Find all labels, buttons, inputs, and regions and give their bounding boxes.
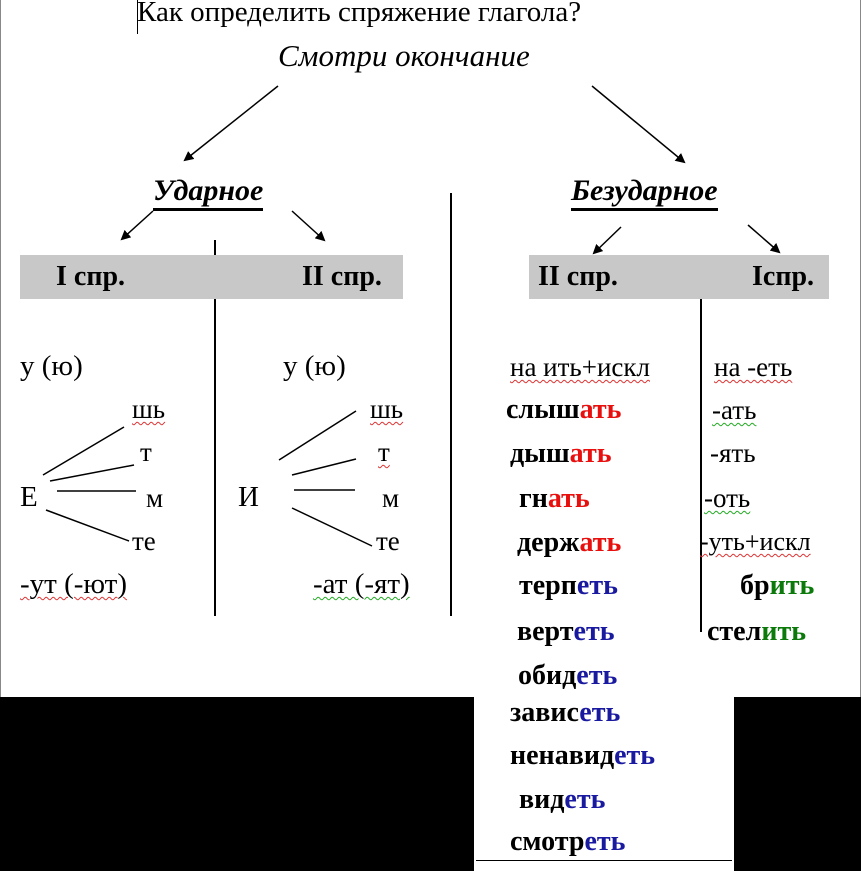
word-ending: еть	[584, 826, 626, 857]
fan-line	[292, 459, 356, 475]
exception-word	[707, 616, 806, 648]
word-stem: ненавид	[510, 740, 615, 771]
word-stem: стел	[707, 616, 762, 647]
arrow-to-unstressed-conj2	[594, 227, 621, 253]
unstressed-conj2-rule: на ить+искл	[510, 352, 650, 382]
page-title[interactable]: Как определить спряжение глагола?	[137, 0, 582, 28]
arrow-to-unstressed-conj1	[748, 225, 779, 252]
unstressed-rule-ut: -уть+искл	[700, 527, 811, 556]
fan-line	[292, 508, 372, 546]
rule-text: на -еть	[714, 352, 793, 382]
arrow-to-stressed-conj2	[292, 211, 324, 240]
word-ending: еть	[614, 740, 656, 771]
vowel-e: Е	[20, 481, 38, 513]
ending-u-yu-1: у (ю)	[20, 350, 83, 382]
word-stem: смотр	[510, 826, 585, 857]
arrow-to-stressed	[185, 86, 278, 160]
word-ending: ить	[761, 616, 807, 647]
ending-at-yat: -ат (-ят)	[313, 568, 410, 600]
word-stem: верт	[517, 616, 574, 647]
word-stem: завис	[510, 697, 580, 728]
vowel-i: И	[238, 481, 259, 513]
fan-line	[279, 411, 356, 460]
word-stem: вид	[519, 784, 565, 815]
word-ending: ать	[579, 394, 622, 425]
word-ending: ать	[579, 527, 622, 558]
ending-ut-yut: -ут (-ют)	[20, 568, 128, 600]
exception-word	[518, 660, 617, 692]
stressed-conj2-label: II спр.	[302, 261, 382, 292]
exception-word	[519, 483, 590, 515]
word-ending: еть	[576, 570, 618, 601]
exception-word	[510, 740, 655, 772]
unstressed-rule-yat: -ять	[710, 438, 756, 468]
word-ending: ать	[569, 438, 612, 469]
ending-u-yu-2: у (ю)	[283, 350, 346, 382]
word-stem: дыш	[510, 438, 570, 469]
word-stem: гн	[519, 483, 548, 514]
word-stem: обид	[518, 660, 577, 691]
exception-word	[510, 697, 620, 729]
arrow-to-unstressed	[592, 86, 684, 162]
unstressed-conj2-label: II спр.	[538, 261, 618, 292]
exception-word	[740, 570, 814, 602]
word-ending: еть	[564, 784, 606, 815]
fan-line	[46, 510, 129, 541]
exception-word	[519, 784, 605, 816]
ending-te-2: те	[376, 526, 400, 556]
word-stem: терп	[519, 570, 577, 601]
stressed-header: Ударное	[153, 174, 263, 211]
word-ending: ать	[547, 483, 590, 514]
ending-t-1: т	[140, 437, 152, 467]
arrow-to-stressed-conj1	[122, 211, 153, 239]
exception-word	[517, 616, 615, 648]
word-ending: еть	[576, 660, 618, 691]
stressed-conj1-label: I спр.	[56, 261, 126, 292]
fan-line	[43, 427, 124, 475]
subtitle: Смотри окончание	[278, 38, 530, 73]
ending-m-2: м	[382, 483, 400, 513]
exception-word	[519, 570, 618, 602]
ending-m-1: м	[146, 483, 164, 513]
unstressed-conj1-label: Iспр.	[752, 261, 815, 292]
unstressed-rule-at: -ать	[712, 395, 757, 425]
exception-word	[506, 394, 621, 426]
unstressed-rule-ot: -оть	[704, 483, 751, 513]
unstressed-header: Безударное	[571, 174, 718, 211]
divider-main	[450, 193, 452, 616]
word-ending: еть	[573, 616, 615, 647]
divider-unstressed	[700, 255, 702, 632]
word-ending: ить	[769, 570, 815, 601]
exception-word	[510, 438, 612, 470]
word-stem: держ	[517, 527, 580, 558]
ending-sh-2: шь	[370, 394, 404, 424]
word-stem: бр	[740, 570, 770, 601]
exception-word	[517, 527, 621, 559]
word-ending: еть	[579, 697, 621, 728]
ending-sh-1: шь	[132, 394, 166, 424]
unstressed-rule-et	[714, 352, 792, 383]
exception-word	[510, 826, 625, 858]
word-stem: слыш	[506, 394, 580, 425]
ending-te-1: те	[132, 526, 156, 556]
fan-line	[50, 465, 134, 481]
ending-t-2: т	[378, 437, 390, 467]
